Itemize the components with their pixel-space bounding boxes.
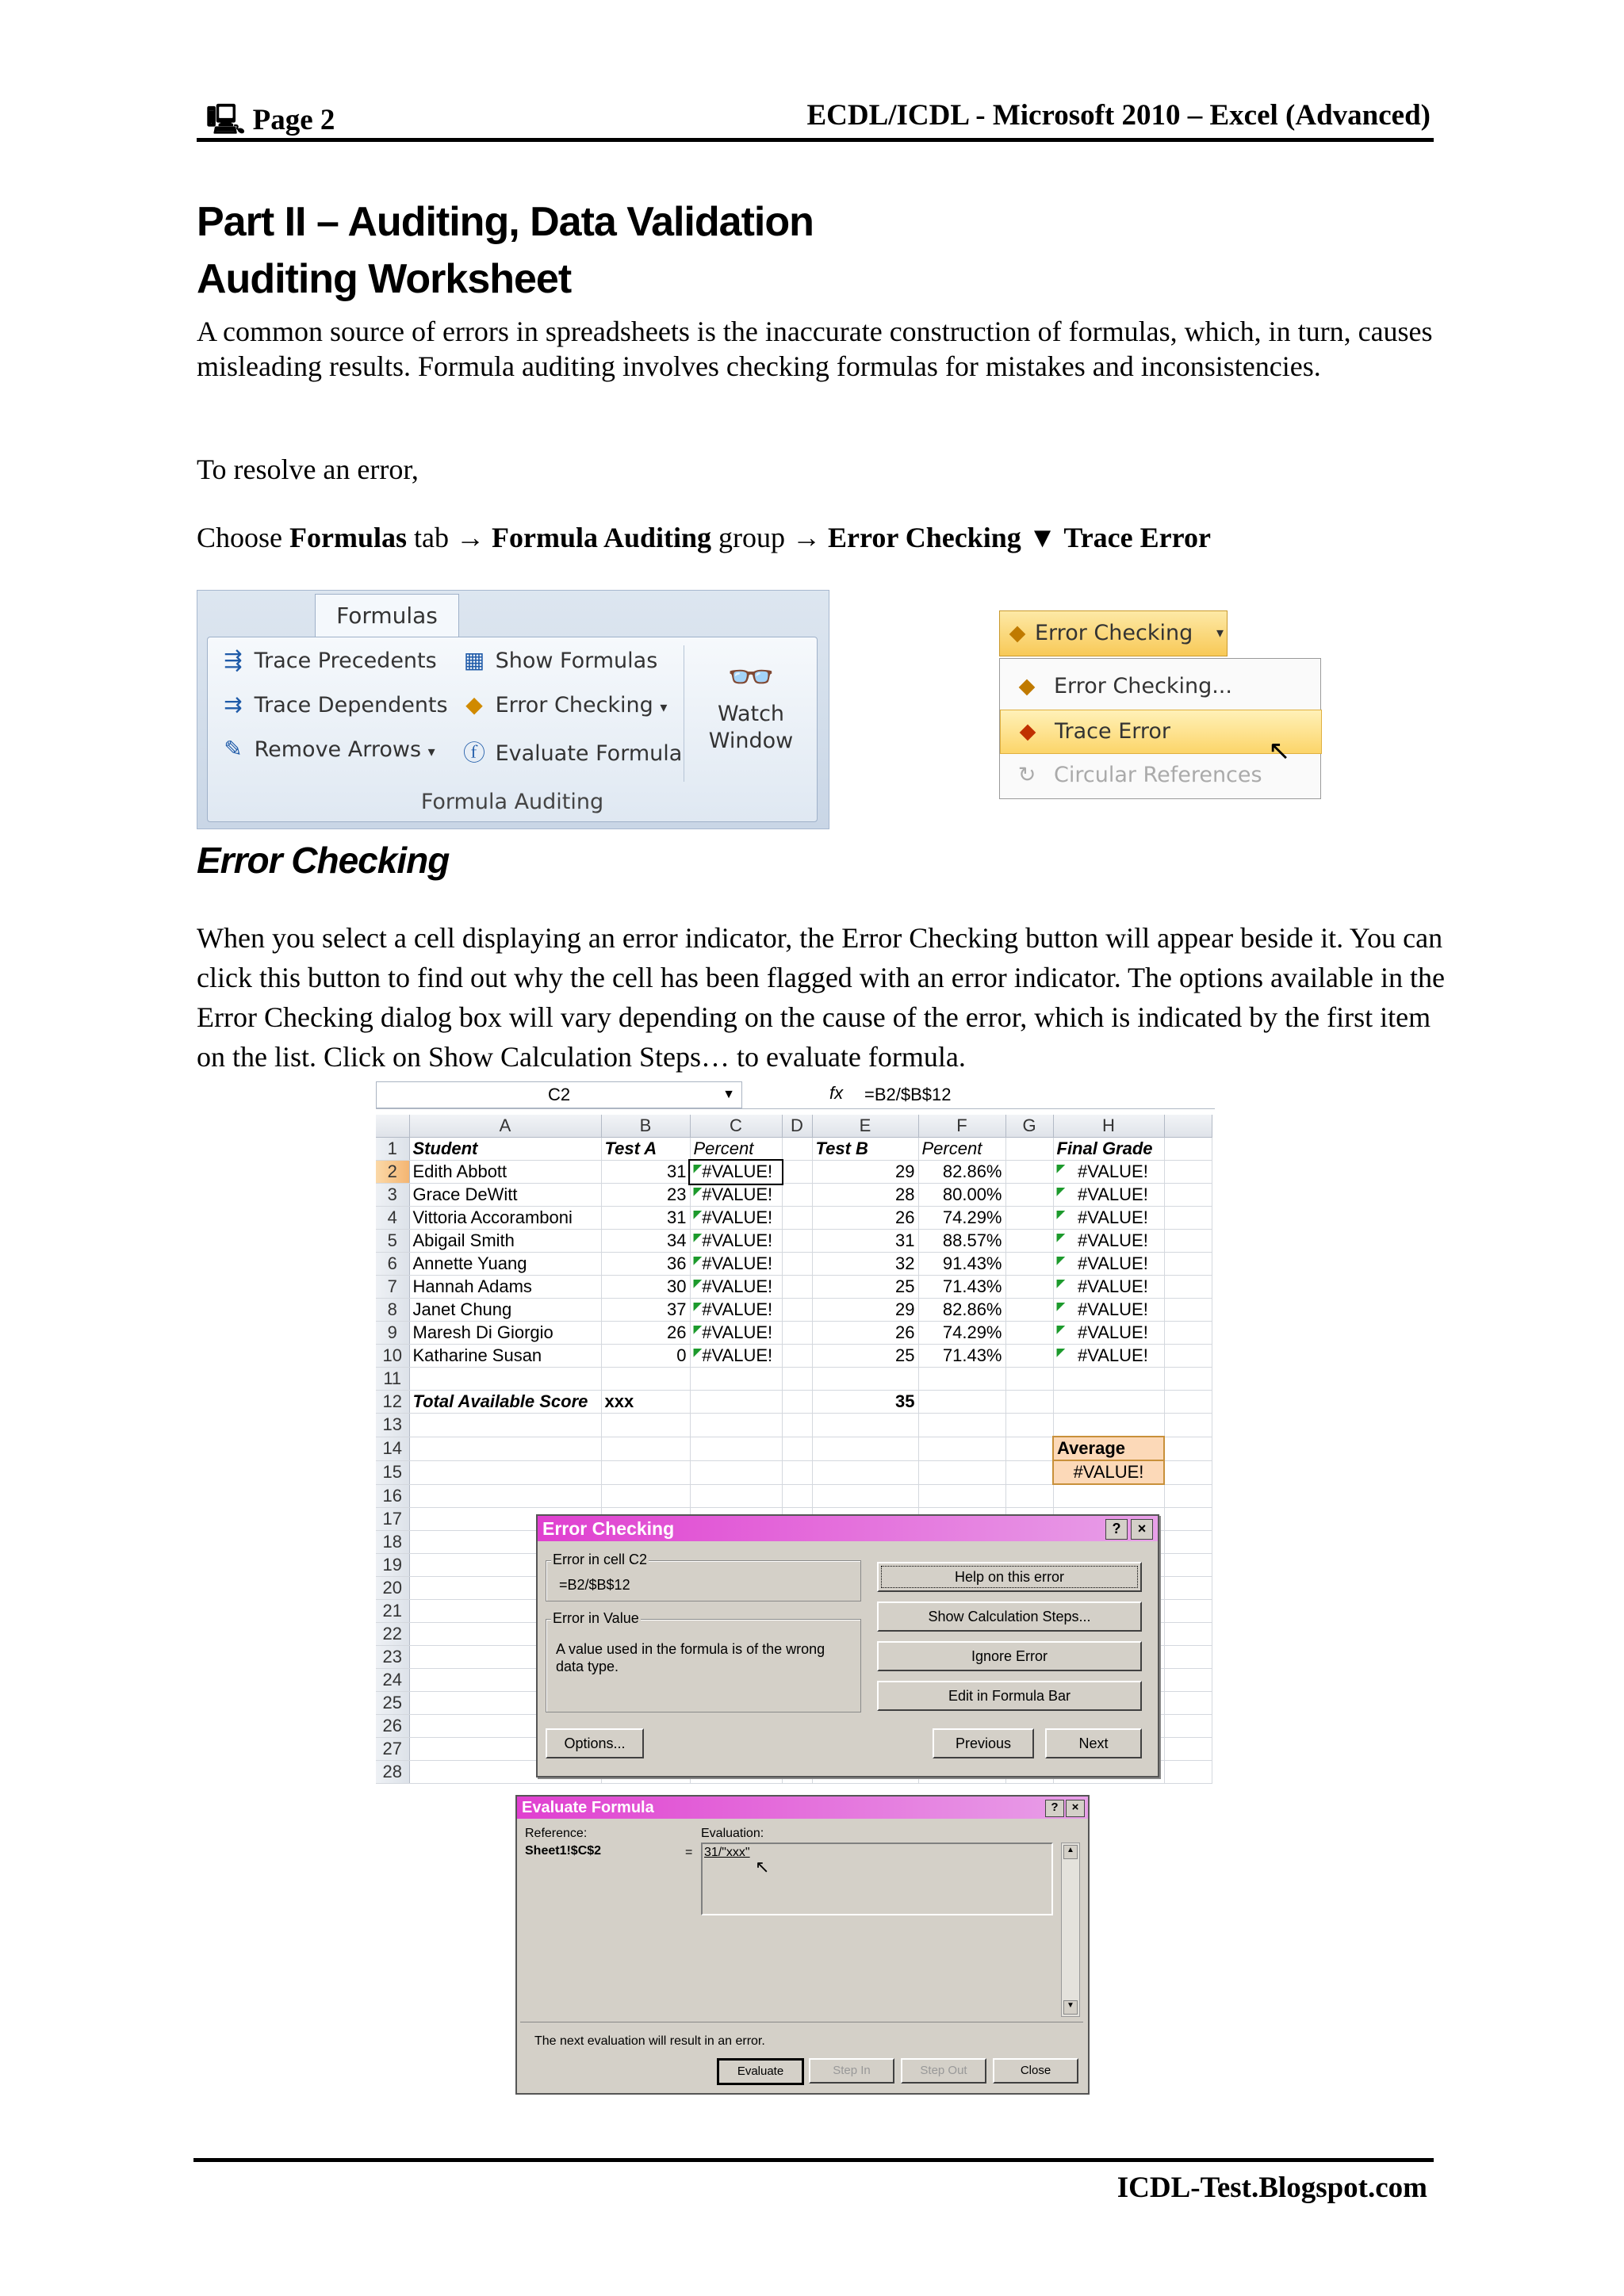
cell: [1164, 1276, 1212, 1299]
cell[interactable]: ◤ #VALUE!: [1053, 1161, 1164, 1184]
group-label: Formula Auditing: [420, 790, 604, 814]
trace-dependents-button[interactable]: ⇉ Trace Dependents: [219, 691, 448, 718]
error-indicator-icon: ◤: [1056, 1184, 1066, 1197]
close-icon[interactable]: ×: [1066, 1800, 1085, 1817]
cell[interactable]: 30: [601, 1276, 690, 1299]
trace-precedents-icon: ⇶: [224, 647, 243, 673]
row-header[interactable]: 2: [376, 1161, 409, 1184]
column-header[interactable]: G: [1005, 1115, 1053, 1138]
cell[interactable]: ◤#VALUE!: [690, 1345, 782, 1368]
error-checking-paragraph: When you select a cell displaying an error indicator, the Error Checking button will appear beside it. You can click this button to find out why the cell has been flagged with an error indicator. The options available in the Error Checking dialog box will vary depending on the cause of the error, which is indicated by the first item on the list. Click on Show Calculation Steps… to evaluate formula.: [197, 922, 1445, 1073]
arrow-icon: →: [792, 522, 822, 553]
glasses-icon: 👓: [727, 655, 775, 699]
cell[interactable]: 29: [812, 1161, 918, 1184]
cell[interactable]: ◤ #VALUE!: [1053, 1207, 1164, 1230]
cell[interactable]: Edith Abbott: [409, 1161, 601, 1184]
worksheet-grid: A B C D E F G H 1 Student Test A Percent Test B Percent Final Grade 2 Edith Abbott 31 ◤#VALUE! 29 82.86% ◤ #VALUE! 3 Grace DeWitt 23 ◤#VALUE! 28 80.00% ◤ #VALUE! 4 Vittoria Accoramboni 31 ◤#VALUE! 26 74.29% ◤ #VALUE! 5 Abigail Smith 34 ◤#VALUE! 31 88.57% ◤ #VALUE! 6 Annette Yuang 36 ◤#VALUE! 32 91.43% ◤ #VALUE! 7 Hannah Adams 30 ◤#VALUE! 25 71.43% ◤ #VALUE! 8 Janet Chung 37 ◤#VALUE! 29 82.86% ◤ #VALUE! 9 Maresh Di Giorgio 26 ◤#VALUE! 26 74.29% ◤ #VALUE! 10 Katharine Susan 0 ◤#VALUE! 25 71.43% ◤ #VALUE! 11 12 Total Available Score xxx 35 13 14 Average 15 #VALUE! 16 17 18 19 20 21 22 23 24 25 26 27 28: [376, 1115, 1212, 1784]
row-header[interactable]: 9: [376, 1322, 409, 1345]
cell[interactable]: [1005, 1299, 1053, 1322]
cell[interactable]: ◤#VALUE!: [690, 1184, 782, 1207]
cell[interactable]: 82.86%: [918, 1299, 1005, 1322]
cell[interactable]: [782, 1161, 812, 1184]
cell[interactable]: Katharine Susan: [409, 1345, 601, 1368]
column-header[interactable]: H: [1053, 1115, 1164, 1138]
show-formulas-button[interactable]: ▦ Show Formulas: [460, 647, 657, 673]
cell[interactable]: [782, 1345, 812, 1368]
select-all[interactable]: [376, 1115, 409, 1138]
error-indicator-icon: ◤: [1056, 1253, 1066, 1266]
row-header[interactable]: 4: [376, 1207, 409, 1230]
error-indicator-icon: ◤: [693, 1253, 703, 1266]
cell: [1164, 1184, 1212, 1207]
cell[interactable]: 88.57%: [918, 1230, 1005, 1253]
table-row: [376, 1207, 1212, 1230]
error-checking-icon: ◆: [1018, 674, 1036, 698]
cell[interactable]: [782, 1184, 812, 1207]
column-header[interactable]: F: [918, 1115, 1005, 1138]
cell[interactable]: 32: [812, 1253, 918, 1276]
row-header[interactable]: 8: [376, 1299, 409, 1322]
cell[interactable]: 26: [601, 1322, 690, 1345]
error-indicator-icon: ◤: [693, 1161, 703, 1174]
table-row: [376, 1161, 1212, 1184]
column-header[interactable]: A: [409, 1115, 601, 1138]
tab-formulas[interactable]: Formulas: [315, 594, 459, 637]
dropdown-menu: [999, 658, 1321, 799]
cell[interactable]: 31: [601, 1161, 690, 1184]
error-checking-button[interactable]: ◆ Error Checking ▾: [460, 691, 667, 718]
evaluation-label: Evaluation:: [701, 1827, 764, 1840]
column-header[interactable]: E: [812, 1115, 918, 1138]
page-header: [197, 94, 1434, 142]
close-icon[interactable]: ×: [1131, 1519, 1153, 1540]
instruction-line: Choose Formulas tab → Formula Auditing group → Error Checking ▼ Trace Error: [197, 522, 1211, 553]
cell[interactable]: 23: [601, 1184, 690, 1207]
cell[interactable]: Maresh Di Giorgio: [409, 1322, 601, 1345]
cell[interactable]: ◤#VALUE!: [690, 1299, 782, 1322]
intro-paragraph: A common source of errors in spreadsheets is the inaccurate construction of formulas, which, in turn, causes misleading results. Formula auditing involves checking formulas for mistakes and inconsistencies.: [197, 316, 1433, 382]
chevron-down-icon: ▾: [427, 744, 435, 760]
chevron-down-icon: ▼: [722, 1088, 735, 1101]
cell[interactable]: Janet Chung: [409, 1299, 601, 1322]
evaluation-message: The next evaluation will result in an error.: [534, 2034, 765, 2048]
cell: [1164, 1207, 1212, 1230]
table-row: [376, 1345, 1212, 1368]
table-row: [376, 1322, 1212, 1345]
table-row: 12 Total Available Score xxx 35: [376, 1391, 1212, 1414]
table-row: [376, 1276, 1212, 1299]
cell[interactable]: ◤ #VALUE!: [1053, 1322, 1164, 1345]
cell[interactable]: ◤ #VALUE!: [1053, 1230, 1164, 1253]
cell: [1164, 1322, 1212, 1345]
evaluate-formula-button[interactable]: ⓕ Evaluate Formula: [460, 736, 682, 767]
evaluation-box[interactable]: 31/"xxx" ↖: [701, 1843, 1053, 1915]
cell[interactable]: 34: [601, 1230, 690, 1253]
error-indicator-icon: ◤: [693, 1184, 703, 1197]
show-calculation-steps-button[interactable]: Show Calculation Steps...: [877, 1601, 1142, 1632]
error-indicator-icon: ◤: [1056, 1276, 1066, 1289]
cell[interactable]: 25: [812, 1345, 918, 1368]
cell[interactable]: [1005, 1207, 1053, 1230]
cell[interactable]: Hannah Adams: [409, 1276, 601, 1299]
cell[interactable]: 31: [812, 1230, 918, 1253]
cell[interactable]: [1005, 1230, 1053, 1253]
formula-auditing-group: [207, 637, 818, 822]
cell[interactable]: ◤ #VALUE!: [1053, 1345, 1164, 1368]
cell[interactable]: Annette Yuang: [409, 1253, 601, 1276]
error-indicator-icon: ◤: [693, 1276, 703, 1289]
cell[interactable]: Vittoria Accoramboni: [409, 1207, 601, 1230]
table-row: [376, 1184, 1212, 1207]
cell[interactable]: 36: [601, 1253, 690, 1276]
error-indicator-icon: ◤: [1056, 1161, 1066, 1174]
table-row: 11: [376, 1368, 1212, 1391]
cell: [1164, 1161, 1212, 1184]
table-row: [376, 1230, 1212, 1253]
cell[interactable]: ◤ #VALUE!: [1053, 1276, 1164, 1299]
cell[interactable]: [1005, 1184, 1053, 1207]
cell[interactable]: [1005, 1253, 1053, 1276]
next-button[interactable]: Next: [1045, 1728, 1142, 1758]
scrollbar[interactable]: [1061, 1843, 1080, 2017]
column-header[interactable]: C: [690, 1115, 782, 1138]
cell[interactable]: Grace DeWitt: [409, 1184, 601, 1207]
error-indicator-icon: ◤: [1056, 1322, 1066, 1335]
row-header[interactable]: 3: [376, 1184, 409, 1207]
ignore-error-button[interactable]: Ignore Error: [877, 1641, 1142, 1671]
name-box[interactable]: C2 ▼: [376, 1081, 742, 1108]
error-checking-icon: ◆: [1009, 621, 1026, 645]
cell[interactable]: 26: [812, 1322, 918, 1345]
trace-dependents-icon: ⇉: [224, 691, 243, 718]
dialog-title: Evaluate Formula ? ×: [517, 1797, 1088, 1819]
chevron-down-icon[interactable]: ▾: [1216, 625, 1224, 641]
error-indicator-icon: ◤: [693, 1299, 703, 1312]
error-checking-icon: ◆: [465, 691, 483, 718]
cell[interactable]: 29: [812, 1299, 918, 1322]
row-header[interactable]: 10: [376, 1345, 409, 1368]
error-indicator-icon: ◤: [693, 1207, 703, 1220]
close-button[interactable]: Close: [993, 2058, 1078, 2084]
chevron-down-icon: ▾: [660, 699, 668, 716]
formula-bar: [376, 1081, 1215, 1109]
cell[interactable]: 80.00%: [918, 1184, 1005, 1207]
cell[interactable]: 82.86%: [918, 1161, 1005, 1184]
footer-rule: [193, 2158, 1434, 2162]
edit-in-formula-bar-button[interactable]: Edit in Formula Bar: [877, 1681, 1142, 1711]
evaluate-formula-dialog: [515, 1795, 1090, 2095]
remove-arrows-button[interactable]: ✎ Remove Arrows ▾: [219, 736, 435, 762]
remove-arrows-icon: ✎: [224, 736, 243, 762]
cell[interactable]: [782, 1322, 812, 1345]
error-indicator-icon: ◤: [1056, 1207, 1066, 1220]
error-in-cell-group: Error in cell C2 =B2/$B$12: [546, 1560, 861, 1601]
dialog-title: Error Checking ? ×: [538, 1516, 1158, 1541]
menu-item-trace-error[interactable]: ◆ Trace Error: [1000, 710, 1322, 754]
heading-auditing: Auditing Worksheet: [197, 256, 572, 302]
cell: [1164, 1345, 1212, 1368]
cell[interactable]: ◤#VALUE!: [690, 1276, 782, 1299]
cell: [1164, 1299, 1212, 1322]
cell[interactable]: 71.43%: [918, 1276, 1005, 1299]
error-indicator-icon: ◤: [693, 1230, 703, 1243]
options-button[interactable]: Options...: [546, 1728, 644, 1758]
cell[interactable]: [782, 1253, 812, 1276]
error-checking-split-button[interactable]: ◆ Error Checking ▾: [999, 610, 1228, 656]
step-in-button[interactable]: Step In: [809, 2058, 894, 2084]
cell[interactable]: [782, 1230, 812, 1253]
table-row: [376, 1253, 1212, 1276]
error-checking-dropdown: [993, 606, 1329, 804]
equals-sign: =: [685, 1846, 693, 1859]
help-icon[interactable]: ?: [1105, 1519, 1128, 1540]
cell[interactable]: ◤#VALUE!: [690, 1207, 782, 1230]
column-header[interactable]: B: [601, 1115, 690, 1138]
step-out-button[interactable]: Step Out: [901, 2058, 986, 2084]
cell[interactable]: [1005, 1345, 1053, 1368]
cell[interactable]: 74.29%: [918, 1322, 1005, 1345]
evaluate-formula-icon: ⓕ: [462, 740, 485, 766]
heading-part2: Part II – Auditing, Data Validation: [197, 199, 814, 245]
scroll-up-icon[interactable]: ▲: [1063, 1845, 1078, 1859]
cell[interactable]: [1005, 1276, 1053, 1299]
cell[interactable]: ◤#VALUE!: [690, 1253, 782, 1276]
cell[interactable]: 26: [812, 1207, 918, 1230]
cell[interactable]: 25: [812, 1276, 918, 1299]
formula-input[interactable]: =B2/$B$12: [864, 1085, 952, 1104]
show-formulas-icon: ▦: [463, 647, 485, 673]
cell[interactable]: [782, 1207, 812, 1230]
cell[interactable]: 37: [601, 1299, 690, 1322]
watch-window-button[interactable]: 👓 Watch Window: [699, 653, 802, 755]
cell[interactable]: ◤ #VALUE!: [1053, 1299, 1164, 1322]
cell[interactable]: [1005, 1161, 1053, 1184]
cell[interactable]: 71.43%: [918, 1345, 1005, 1368]
cell[interactable]: 91.43%: [918, 1253, 1005, 1276]
column-header-row: [376, 1115, 1212, 1138]
menu-item-error-checking[interactable]: ◆ Error Checking...: [1000, 665, 1320, 708]
cell[interactable]: ◤ #VALUE!: [1053, 1253, 1164, 1276]
error-indicator-icon: ◤: [1056, 1299, 1066, 1312]
cell[interactable]: [1005, 1322, 1053, 1345]
row-header[interactable]: 5: [376, 1230, 409, 1253]
mouse-cursor-icon: ↖: [1268, 737, 1291, 766]
mouse-cursor-icon: ↖: [755, 1857, 770, 1877]
scroll-down-icon[interactable]: ▼: [1063, 2000, 1078, 2015]
row-header[interactable]: 6: [376, 1253, 409, 1276]
cell[interactable]: [782, 1299, 812, 1322]
cell[interactable]: [782, 1276, 812, 1299]
trace-precedents-button[interactable]: ⇶ Trace Precedents: [219, 647, 437, 673]
footer-text: ICDL-Test.Blogspot.com: [1116, 2172, 1427, 2204]
cell[interactable]: ◤ #VALUE!: [1053, 1184, 1164, 1207]
table-row: 1 Student Test A Percent Test B Percent Final Grade: [376, 1138, 1212, 1161]
error-indicator-icon: ◤: [1056, 1230, 1066, 1243]
column-header[interactable]: D: [782, 1115, 812, 1138]
reference-value: Sheet1!$C$2: [525, 1844, 602, 1858]
error-in-value-group: Error in Value A value used in the formula is of the wrong data type.: [546, 1619, 861, 1712]
cell[interactable]: ◤#VALUE!: [690, 1322, 782, 1345]
reference-label: Reference:: [525, 1827, 588, 1840]
cell[interactable]: 31: [601, 1207, 690, 1230]
cell[interactable]: Abigail Smith: [409, 1230, 601, 1253]
circular-references-icon: ↻: [1017, 763, 1036, 787]
menu-item-circular-references[interactable]: ↻ Circular References: [1000, 754, 1320, 797]
document-title: ECDL/ICDL - Microsoft 2010 – Excel (Advanced): [806, 99, 1431, 132]
computer-icon: 🖳: [206, 102, 246, 136]
cell: [1164, 1253, 1212, 1276]
arrow-icon: →: [455, 522, 485, 553]
error-indicator-icon: ◤: [693, 1345, 703, 1358]
help-on-this-error-button[interactable]: Help on this error: [877, 1562, 1142, 1592]
table-row: [376, 1299, 1212, 1322]
fx-icon[interactable]: fx: [829, 1083, 844, 1103]
evaluate-button[interactable]: Evaluate: [717, 2058, 804, 2085]
row-header[interactable]: 7: [376, 1276, 409, 1299]
dropdown-triangle-icon: ▼: [1028, 522, 1057, 553]
cell[interactable]: 0: [601, 1345, 690, 1368]
help-icon[interactable]: ?: [1045, 1800, 1064, 1817]
resolve-text: To resolve an error,: [197, 453, 419, 485]
formulas-ribbon: [197, 590, 829, 829]
cell[interactable]: ◤#VALUE!: [690, 1230, 782, 1253]
cell: [1164, 1230, 1212, 1253]
error-indicator-icon: ◤: [693, 1322, 703, 1335]
heading-error-checking: Error Checking: [197, 840, 450, 881]
cell[interactable]: 74.29%: [918, 1207, 1005, 1230]
page-number: 🖳 Page 2: [206, 102, 335, 136]
cell[interactable]: 28: [812, 1184, 918, 1207]
trace-error-icon: ◆: [1019, 719, 1036, 744]
previous-button[interactable]: Previous: [933, 1728, 1034, 1758]
error-checking-dialog: [536, 1514, 1159, 1777]
error-indicator-icon: ◤: [1056, 1345, 1066, 1358]
cell[interactable]: ◤#VALUE!: [690, 1161, 782, 1184]
